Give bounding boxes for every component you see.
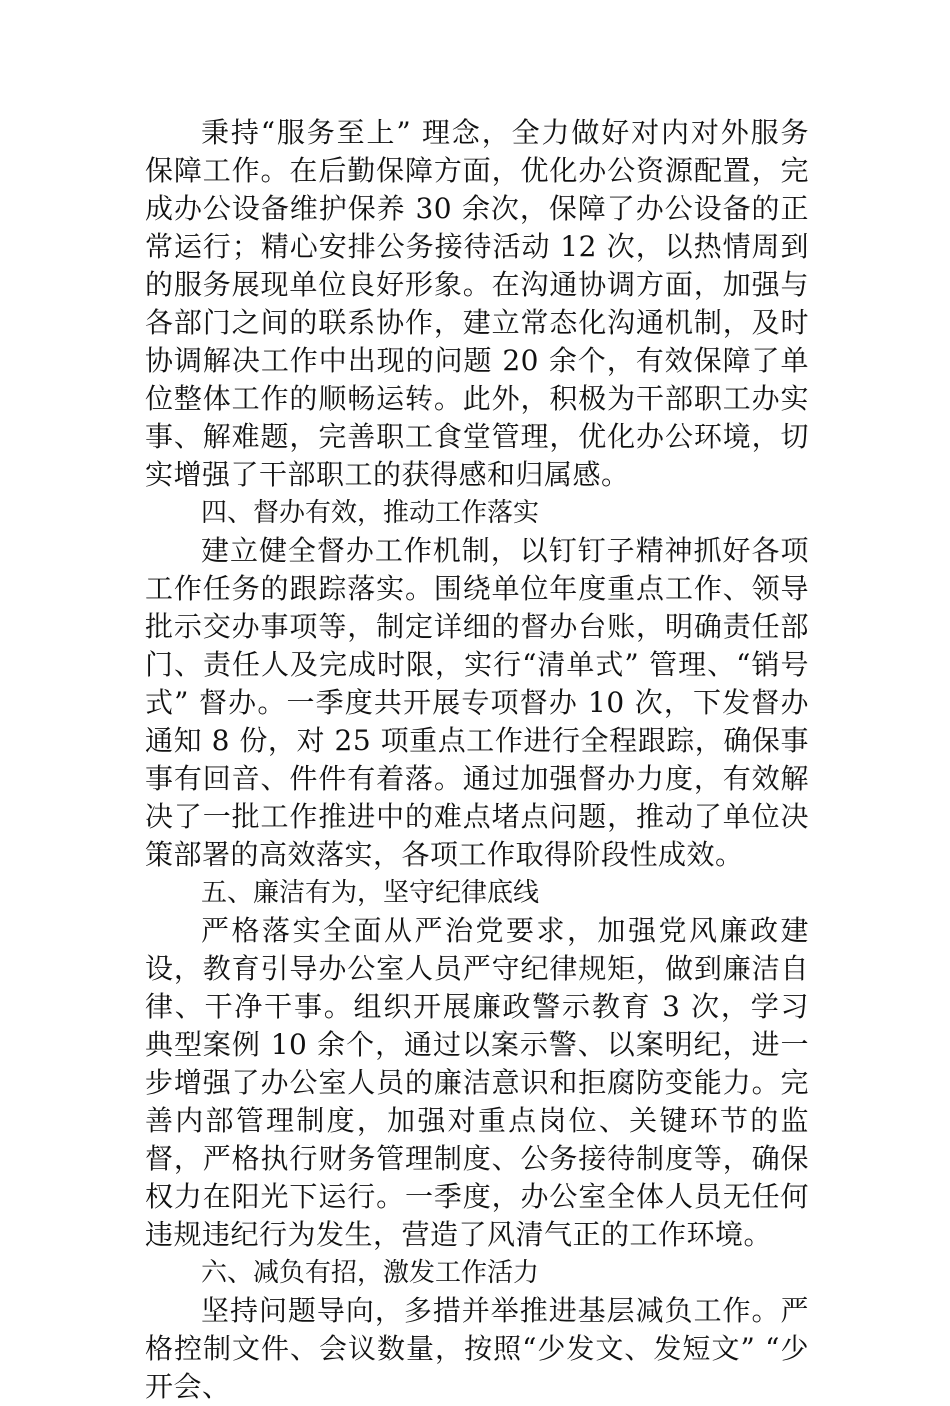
section-heading-integrity: 五、廉洁有为，坚守纪律底线 [201,878,540,908]
document-body [145,114,809,1406]
paragraph-supervision: 建立健全督办工作机制，以钉钉子精神抓好各项工作任务的跟踪落实。围绕单位年度重点工作、领导批示交办事项等，制定详细的督办台账，明确责任部门、责任人及完成时限，实行“清单式” 管理、“销号式” 督办。一季度共开展专项督办 10 次，下发督办通知 8 份，对 25 项重点工作进行全程跟踪，确保事事有回音、件件有着落。通过加强督办力度，有效解决了一批工作推进中的难点堵点问题，推动了单位决策部署的高效落实，各项工作取得阶段性成效。 [145,534,809,871]
section-heading-supervision: 四、督办有效，推动工作落实 [201,498,540,528]
paragraph-integrity: 严格落实全面从严治党要求，加强党风廉政建设，教育引导办公室人员严守纪律规矩，做到廉洁自律、干净干事。组织开展廉政警示教育 3 次，学习典型案例 10 余个，通过以案示警、以案明纪，进一步增强了办公室人员的廉洁意识和拒腐防变能力。完善内部管理制度，加强对重点岗位、关键环节的监督，严格执行财务管理制度、公务接待制度等，确保权力在阳光下运行。一季度，办公室全体人员无任何违规违纪行为发生，营造了风清气正的工作环境。 [145,914,809,1251]
paragraph-burden-reduction: 坚持问题导向，多措并举推进基层减负工作。严格控制文件、会议数量，按照“少发文、发短文” “少开会、 [145,1294,809,1403]
paragraph-service-guarantee: 秉持“服务至上” 理念，全力做好对内对外服务保障工作。在后勤保障方面，优化办公资源配置，完成办公设备维护保养 30 余次，保障了办公设备的正常运行；精心安排公务接待活动 12 次，以热情周到的服务展现单位良好形象。在沟通协调方面，加强与各部门之间的联系协作，建立常态化沟通机制，及时协调解决工作中出现的问题 20 余个，有效保障了单位整体工作的顺畅运转。此外，积极为干部职工办实事、解难题，完善职工食堂管理，优化办公环境，切实增强了干部职工的获得感和归属感。 [145,116,809,491]
section-heading-burden-reduction: 六、减负有招，激发工作活力 [201,1258,540,1288]
